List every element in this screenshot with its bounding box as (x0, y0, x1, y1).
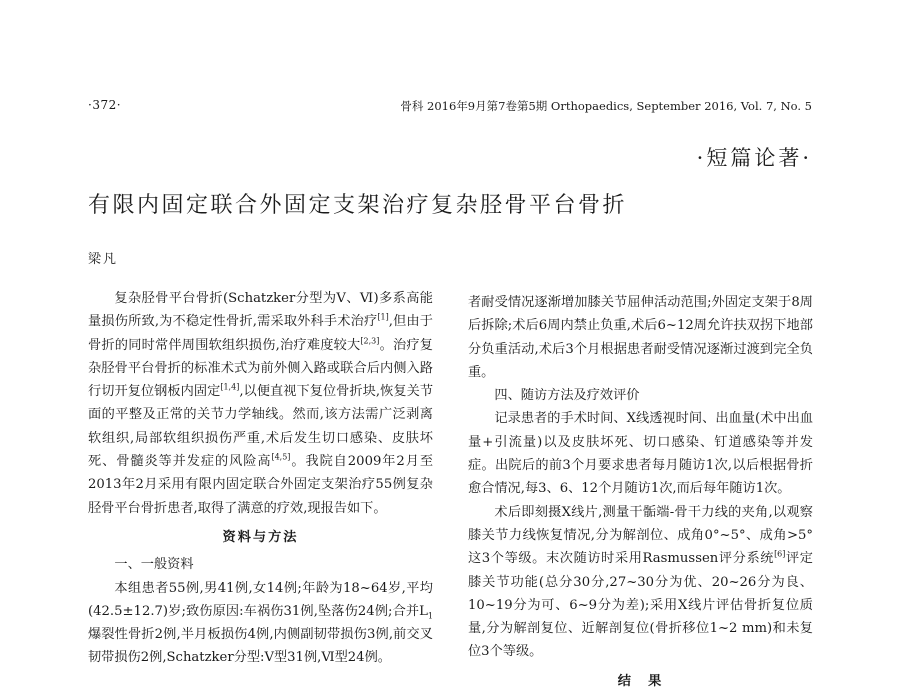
left-column (88, 287, 433, 670)
evaluation-text-2: 评定膝关节功能(总分30分,27~30分为优、20~26分为良、10~19分为可、6~9分为差);采用X线片评估骨折复位质量,分为解剖复位、近解剖复位(骨折移位1~2 mm)和未复位3个等级。 (468, 551, 813, 660)
evaluation-text-1: 术后即刻摄X线片,测量干骺端-骨干力线的夹角,以观察膝关节力线恢复情况,分为解剖位、成角0°~5°、成角>5°这3个等级。末次随访时采用Rasmussen评分系统 (468, 504, 813, 567)
intro-paragraph (88, 287, 433, 520)
intro-text-4: ,以便直视下复位骨折块,恢复关节面的平整及正常的关节力学轴线。然而,该方法需广泛剥离软组织,局部软组织损伤严重,术后发生切口感染、皮肤坏死、骨髓炎等并发症的风险高 (88, 384, 434, 470)
rehab-paragraph: 者耐受情况逐渐增加膝关节屈伸活动范围;外固定支架于8周后拆除;术后6周内禁止负重,术后6~12周允许扶双拐下地部分负重活动,术后3个月根据患者耐受情况逐渐过渡到完全负重。 (468, 295, 813, 380)
results-heading: 结 果 (617, 673, 664, 689)
page-number: ·372· (88, 98, 122, 112)
intro-text-1: 复杂胫骨平台骨折(Schatzker分型为Ⅴ、Ⅵ)多系高能量损伤所致,为不稳定性骨折,需采取外科手术治疗 (88, 291, 433, 330)
methods-heading: 资料与方法 (222, 529, 299, 545)
journal-running-head: 骨科 2016年9月第7卷第5期 Orthopaedics, September 2016, Vol. 7, No. 5 (400, 99, 812, 113)
followup-paragraph: 记录患者的手术时间、X线透视时间、出血量(术中出血量+引流量)以及皮肤坏死、切口感染、钉道感染等并发症。出院后的前3个月要求患者每月随访1次,以后根据骨折愈合情况,每3、6、12个月随访1次,而后每年随访1次。 (468, 411, 813, 497)
intro-text-3: 。治疗复杂胫骨平台骨折的标准术式为前外侧入路或联合后内侧入路行切开复位钢板内固定 (88, 337, 433, 400)
citation-ref: [4,5] (271, 452, 291, 462)
followup-heading: 四、随访方法及疗效评价 (494, 388, 640, 404)
general-text-2: 爆裂性骨折2例,半月板损伤4例,内侧副韧带损伤3例,前交叉韧带损伤2例,Schatzker分型:Ⅴ型31例,Ⅵ型24例。 (88, 627, 433, 666)
intro-text-2: ,但由于骨折的同时常伴周围软组织损伤,治疗难度较大 (88, 314, 433, 353)
article-title: 有限内固定联合外固定支架治疗复杂胫骨平台骨折 (88, 193, 628, 218)
general-text-1: 本组患者55例,男41例,女14例;年龄为18~64岁,平均(42.5±12.7)岁;致伤原因:车祸伤31例,坠落伤24例;合并L (88, 580, 433, 619)
vertebra-subscript: 1 (427, 611, 433, 621)
citation-ref: [1] (377, 312, 389, 322)
citation-ref: [1,4] (220, 382, 240, 392)
section-label: ·短篇论著· (696, 146, 812, 170)
evaluation-paragraph (468, 501, 813, 664)
general-info-heading: 一、一般资料 (114, 557, 194, 573)
author-name: 梁凡 (88, 252, 119, 267)
citation-ref: [6] (774, 549, 786, 559)
right-column (468, 291, 813, 697)
citation-ref: [2,3] (360, 336, 380, 346)
intro-text-5: 。我院自2009年2月至2013年2月采用有限内固定联合外固定支架治疗55例复杂胫骨平台骨折患者,取得了满意的疗效,现报告如下。 (88, 454, 434, 516)
general-info-paragraph (88, 577, 433, 670)
